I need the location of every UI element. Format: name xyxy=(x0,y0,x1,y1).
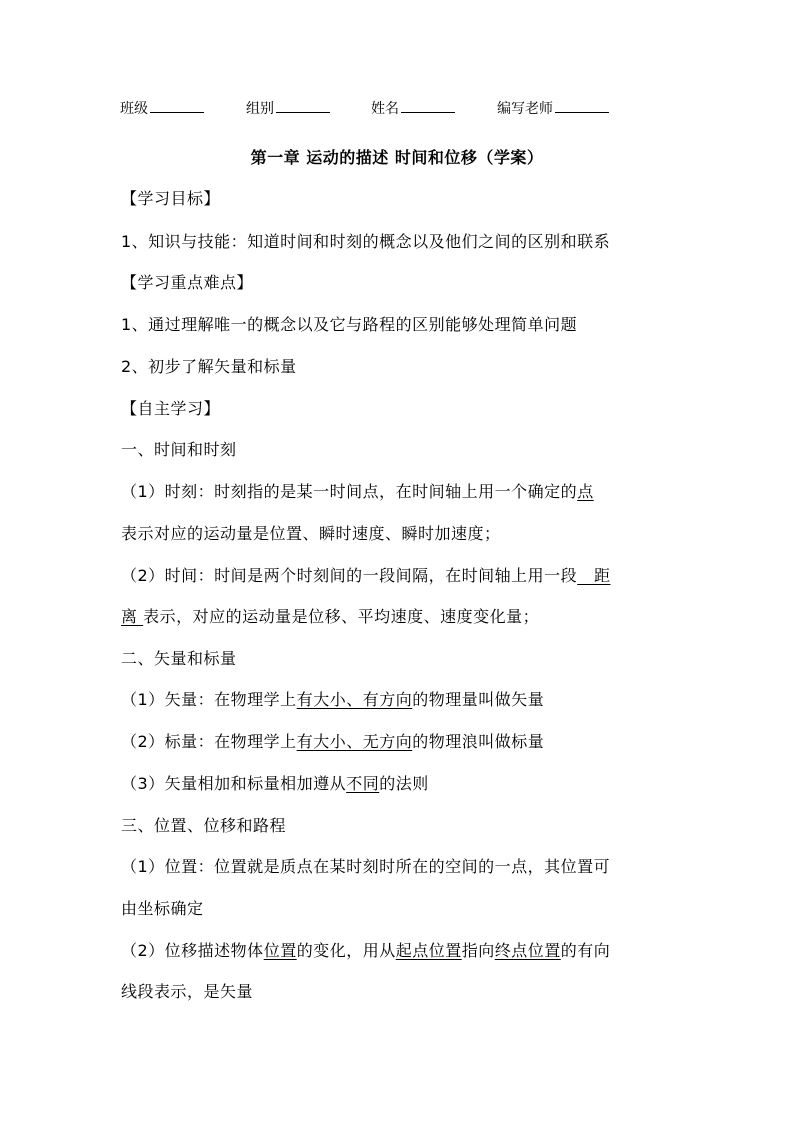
scalar-text-post: 的物理浪叫做标量 xyxy=(412,732,545,751)
displacement-text-pre: （2）位移描述物体 xyxy=(121,941,264,960)
teacher-label: 编写老师 xyxy=(497,101,553,117)
time-definition-line-2 xyxy=(121,606,539,628)
moment-definition-text: （1）时刻：时刻指的是某一时间点，在时间轴上用一个确定的 xyxy=(121,482,578,501)
answer-different: 不同 xyxy=(346,774,380,793)
displacement-text-post: 的有向 xyxy=(560,941,611,960)
answer-end-position: 终点位置 xyxy=(494,941,561,960)
goals-heading: 【学习目标】 xyxy=(121,189,221,208)
displacement-text-mid1: 的变化，用从 xyxy=(296,941,396,960)
class-label: 班级 xyxy=(120,101,148,117)
key-point-2: 2、初步了解矢量和标量 xyxy=(121,357,297,376)
part3-heading: 三、位置、位移和路程 xyxy=(121,816,287,835)
part2-heading: 二、矢量和标量 xyxy=(121,649,237,668)
part1-heading: 一、时间和时刻 xyxy=(121,440,237,459)
answer-point: 点 xyxy=(577,482,594,501)
self-study-heading: 【自主学习】 xyxy=(121,399,221,418)
name-field xyxy=(371,98,455,119)
vector-definition xyxy=(121,689,544,711)
teacher-field xyxy=(497,98,609,119)
position-definition-line-2: 由坐标确定 xyxy=(121,899,204,918)
group-label: 组别 xyxy=(246,101,274,117)
displacement-definition-line-2: 线段表示，是矢量 xyxy=(121,982,254,1001)
moment-definition-line-1 xyxy=(121,481,594,503)
class-blank[interactable] xyxy=(150,98,204,113)
time-definition-text: （2）时间：时间是两个时刻间的一段间隔，在时间轴上用一段 xyxy=(121,566,578,585)
key-points-heading: 【学习重点难点】 xyxy=(121,273,254,292)
answer-position: 位置 xyxy=(263,941,297,960)
addition-text-post: 的法则 xyxy=(379,774,429,793)
answer-vector: 有大小、有方向 xyxy=(296,690,413,709)
student-info-row xyxy=(120,98,680,120)
answer-distance-part1: 距 xyxy=(577,566,611,585)
name-label: 姓名 xyxy=(371,101,399,117)
teacher-blank[interactable] xyxy=(555,98,609,113)
answer-start-position: 起点位置 xyxy=(395,941,462,960)
group-field xyxy=(246,98,330,119)
answer-distance-part2: 离 xyxy=(121,607,144,626)
scalar-definition xyxy=(121,731,544,753)
vector-text-pre: （1）矢量：在物理学上 xyxy=(121,690,297,709)
name-blank[interactable] xyxy=(401,98,455,113)
group-blank[interactable] xyxy=(276,98,330,113)
time-definition-rest: 表示，对应的运动量是位移、平均速度、速度变化量； xyxy=(143,607,540,626)
addition-rule xyxy=(121,773,429,795)
vector-text-post: 的物理量叫做矢量 xyxy=(412,690,545,709)
displacement-text-mid2: 指向 xyxy=(461,941,495,960)
key-point-1: 1、通过理解唯一的概念以及它与路程的区别能够处理简单问题 xyxy=(121,315,578,334)
class-field xyxy=(120,98,204,119)
answer-scalar: 有大小、无方向 xyxy=(296,732,413,751)
moment-definition-line-2: 表示对应的运动量是位置、瞬时速度、瞬时加速度； xyxy=(121,524,501,543)
goal-item-1: 1、知识与技能：知道时间和时刻的概念以及他们之间的区别和联系 xyxy=(121,232,611,251)
scalar-text-pre: （2）标量：在物理学上 xyxy=(121,732,297,751)
time-definition-line-1 xyxy=(121,565,610,587)
position-definition-line-1: （1）位置：位置就是质点在某时刻时所在的空间的一点，其位置可 xyxy=(121,857,611,876)
displacement-definition-line-1 xyxy=(121,940,610,962)
page-title: 第一章 运动的描述 时间和位移（学案） xyxy=(250,148,544,167)
addition-text-pre: （3）矢量相加和标量相加遵从 xyxy=(121,774,347,793)
